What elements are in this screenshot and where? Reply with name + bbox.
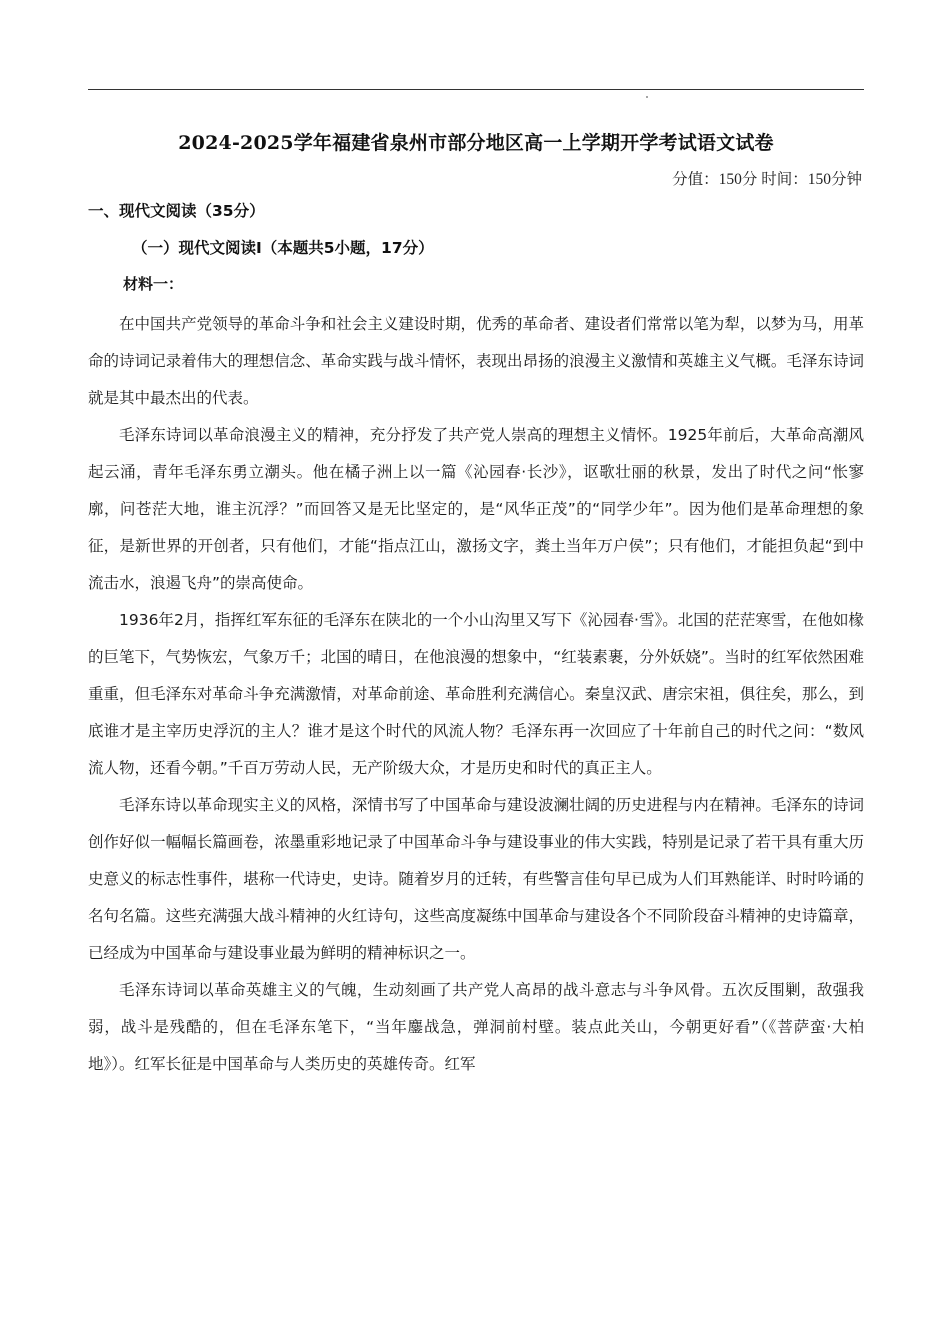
score-time-info: 分值：150分 时间：150分钟 bbox=[672, 171, 862, 188]
page-title: 2024-2025学年福建省泉州市部分地区高一上学期开学考试语文试卷 bbox=[178, 132, 774, 154]
passage-body bbox=[88, 306, 864, 1083]
paragraph-1: 在中国共产党领导的革命斗争和社会主义建设时期，优秀的革命者、建设者们常常以笔为犁，以梦为马，用革命的诗词记录着伟大的理想信念、革命实践与战斗情怀，表现出昂扬的浪漫主义激情和英雄主义气概。毛泽东诗词就是其中最杰出的代表。 bbox=[88, 315, 864, 407]
paragraph-5: 毛泽东诗词以革命英雄主义的气魄，生动刻画了共产党人高昂的战斗意志与斗争风骨。五次反围剿，敌强我弱，战斗是残酷的，但在毛泽东笔下，“当年鏖战急，弹洞前村壁。装点此关山，今朝更好看”（《菩萨蛮·大柏地》）。红军长征是中国革命与人类历史的英雄传奇。红军 bbox=[88, 981, 864, 1073]
header-dot bbox=[646, 96, 648, 98]
subsection-heading: （一）现代文阅读Ⅰ（本题共5小题，17分） bbox=[132, 239, 434, 257]
header-rule bbox=[88, 89, 864, 90]
paragraph-4: 毛泽东诗以革命现实主义的风格，深情书写了中国革命与建设波澜壮阔的历史进程与内在精神。毛泽东的诗词创作好似一幅幅长篇画卷，浓墨重彩地记录了中国革命斗争与建设事业的伟大实践，特别是记录了若干具有重大历史意义的标志性事件，堪称一代诗史，史诗。随着岁月的迁转，有些警言佳句早已成为人们耳熟能详、时时吟诵的名句名篇。这些充满强大战斗精神的火红诗句，这些高度凝练中国革命与建设各个不同阶段奋斗精神的史诗篇章，已经成为中国革命与建设事业最为鲜明的精神标识之一。 bbox=[88, 796, 864, 962]
material-label: 材料一： bbox=[123, 275, 184, 293]
section-heading: 一、现代文阅读（35分） bbox=[88, 202, 265, 220]
paragraph-2: 毛泽东诗词以革命浪漫主义的精神，充分抒发了共产党人崇高的理想主义情怀。1925年前后，大革命高潮风起云涌，青年毛泽东勇立潮头。他在橘子洲上以一篇《沁园春·长沙》，讴歌壮丽的秋景，发出了时代之问“怅寥廓，问苍茫大地，谁主沉浮？”而回答又是无比坚定的，是“风华正茂”的“同学少年”。因为他们是革命理想的象征，是新世界的开创者，只有他们，才能“指点江山，激扬文字，粪土当年万户侯”；只有他们，才能担负起“到中流击水，浪遏飞舟”的崇高使命。 bbox=[88, 426, 864, 592]
paragraph-3: 1936年2月，指挥红军东征的毛泽东在陕北的一个小山沟里又写下《沁园春·雪》。北国的茫茫寒雪，在他如椽的巨笔下，气势恢宏，气象万千；北国的晴日，在他浪漫的想象中，“红装素裹，分外妖娆”。当时的红军依然困难重重，但毛泽东对革命斗争充满激情，对革命前途、革命胜利充满信心。秦皇汉武、唐宗宋祖，俱往矣，那么，到底谁才是主宰历史浮沉的主人？谁才是这个时代的风流人物？毛泽东再一次回应了十年前自己的时代之问：“数风流人物，还看今朝。”千百万劳动人民，无产阶级大众，才是历史和时代的真正主人。 bbox=[88, 611, 864, 777]
